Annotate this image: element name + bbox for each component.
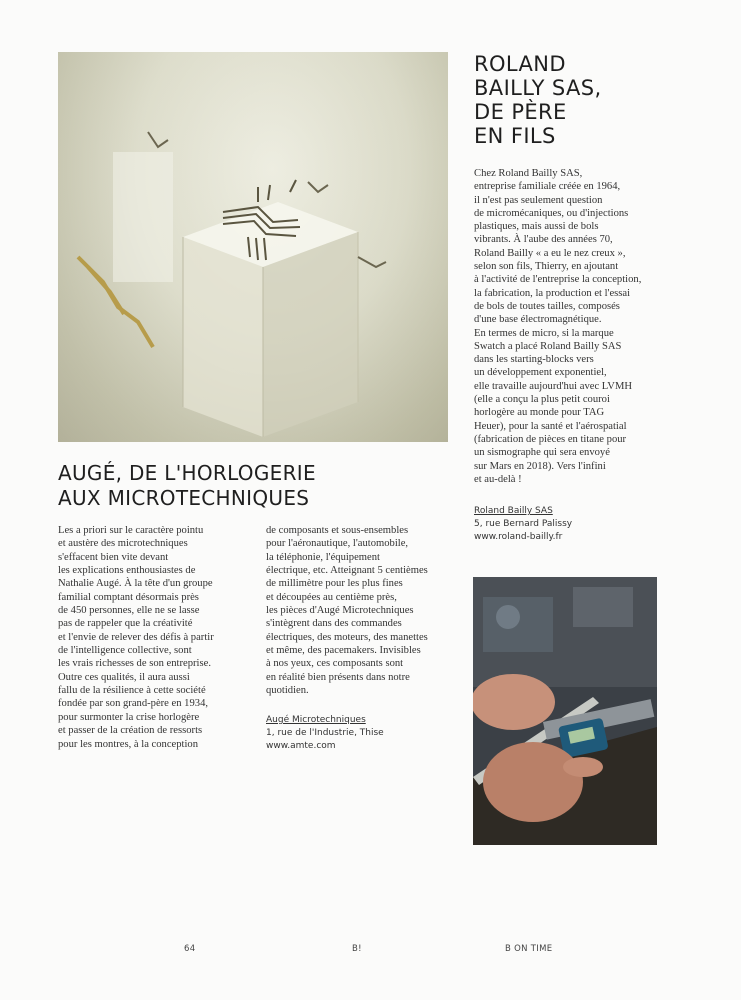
contact-address: 5, rue Bernard Palissy xyxy=(474,519,573,529)
text-line: sur Mars en 2018). Vers l'infini xyxy=(474,460,606,472)
text-line: pour surmonter la crise horlogère xyxy=(58,711,200,723)
contact-address: 1, rue de l'Industrie, Thise xyxy=(266,728,384,738)
text-line: selon son fils, Thierry, en ajoutant xyxy=(474,261,619,273)
heading-line: DE PÈRE xyxy=(474,100,567,124)
text-line: s'effacent bien vite devant xyxy=(58,551,169,563)
heading-line: EN FILS xyxy=(474,124,556,148)
text-line: quotidien. xyxy=(266,685,309,697)
text-line: de 450 personnes, elle ne se lasse xyxy=(58,605,200,617)
text-line: entreprise familiale créée en 1964, xyxy=(474,181,621,193)
text-line: de bols de toutes tailles, composés xyxy=(474,300,620,312)
heading-line: ROLAND xyxy=(474,52,566,76)
text-line: la téléphonie, l'équipement xyxy=(266,551,380,563)
heading-line: AUX MICROTECHNIQUES xyxy=(58,486,310,510)
text-line: et l'envie de relever des défis à partir xyxy=(58,631,214,643)
text-line: il n'est pas seulement question xyxy=(474,194,603,206)
text-line: de composants et sous-ensembles xyxy=(266,525,409,536)
photo-caliper-measurement xyxy=(473,577,657,845)
article-heading-auge xyxy=(58,461,458,511)
contact-name: Roland Bailly SAS xyxy=(474,506,553,516)
text-line: et passer de la création de ressorts xyxy=(58,725,203,737)
contact-name: Augé Microtechniques xyxy=(266,715,366,725)
article-body-auge-column-2 xyxy=(266,524,462,697)
article-body-auge-column-1 xyxy=(58,524,254,751)
text-line: les explications enthousiastes de xyxy=(58,565,196,577)
text-line: Chez Roland Bailly SAS, xyxy=(474,168,583,179)
text-line: de millimètre pour les plus fines xyxy=(266,578,403,590)
text-line: pour l'aéronautique, l'automobile, xyxy=(266,538,409,550)
text-line: elle travaille aujourd'hui avec LVMH xyxy=(474,380,633,392)
text-line: de l'intelligence collective, sont xyxy=(58,645,192,657)
text-line: la fabrication, la production et l'essai xyxy=(474,287,631,299)
text-line: s'intègrent dans des commandes xyxy=(266,618,402,630)
article-heading-roland-bailly xyxy=(474,52,714,148)
contact-website: www.roland-bailly.fr xyxy=(474,532,563,542)
text-line: Les a priori sur le caractère pointu xyxy=(58,525,204,536)
text-line: pour les montres, à la conception xyxy=(58,738,199,750)
text-line: plastiques, mais aussi de bols xyxy=(474,221,599,233)
text-line: En termes de micro, si la marque xyxy=(474,327,614,339)
text-line: horlogère au monde pour TAG xyxy=(474,407,605,419)
text-line: électrique, etc. Atteignant 5 centièmes xyxy=(266,565,428,577)
text-line: vibrants. À l'aube des années 70, xyxy=(474,234,613,246)
text-line: à l'activité de l'entreprise la conception, xyxy=(474,274,642,286)
text-line: pas de rappeler que la créativité xyxy=(58,618,193,630)
text-line: dans les starting-blocks vers xyxy=(474,354,594,366)
magazine-logo: B! xyxy=(352,944,362,954)
text-line: de micromécaniques, ou d'injections xyxy=(474,207,629,219)
text-line: un sismographe qui sera envoyé xyxy=(474,447,610,459)
text-line: Outre ces qualités, il aura aussi xyxy=(58,671,190,683)
section-title: B ON TIME xyxy=(505,944,553,954)
text-line: les vrais richesses de son entreprise. xyxy=(58,658,211,670)
text-line: et découpées au centième près, xyxy=(266,591,397,603)
text-line: les pièces d'Augé Microtechniques xyxy=(266,605,414,617)
article-body-roland-bailly xyxy=(474,167,664,486)
photo-microtechnique-parts xyxy=(58,52,448,442)
text-line: d'une base électromagnétique. xyxy=(474,314,602,326)
text-line: Heuer), pour la santé et l'aérospatial xyxy=(474,420,627,432)
text-line: et austère des microtechniques xyxy=(58,538,188,550)
text-line: électriques, des moteurs, des manettes xyxy=(266,631,428,643)
text-line: à nos yeux, ces composants sont xyxy=(266,658,404,670)
text-line: Swatch a placé Roland Bailly SAS xyxy=(474,340,622,352)
text-line: (fabrication de pièces en titane pour xyxy=(474,433,627,445)
contact-block-roland-bailly xyxy=(474,505,572,544)
contact-block-auge xyxy=(266,714,384,753)
heading-line: AUGÉ, DE L'HORLOGERIE xyxy=(58,461,316,485)
text-line: Roland Bailly « a eu le nez creux », xyxy=(474,247,626,259)
text-line: et même, des pacemakers. Invisibles xyxy=(266,645,421,657)
text-line: (elle a conçu la plus petit couroi xyxy=(474,394,610,406)
text-line: fondée par son grand-père en 1934, xyxy=(58,698,209,710)
contact-website: www.amte.com xyxy=(266,741,336,751)
text-line: familial comptant désormais près xyxy=(58,591,199,603)
text-line: et au-delà ! xyxy=(474,473,522,485)
page-number: 64 xyxy=(184,944,196,954)
text-line: en réalité bien présents dans notre xyxy=(266,671,410,683)
text-line: un développement exponentiel, xyxy=(474,367,607,379)
heading-line: BAILLY SAS, xyxy=(474,76,602,100)
text-line: Nathalie Augé. À la tête d'un groupe xyxy=(58,578,213,590)
text-line: fallu de la résilience à cette société xyxy=(58,685,206,697)
